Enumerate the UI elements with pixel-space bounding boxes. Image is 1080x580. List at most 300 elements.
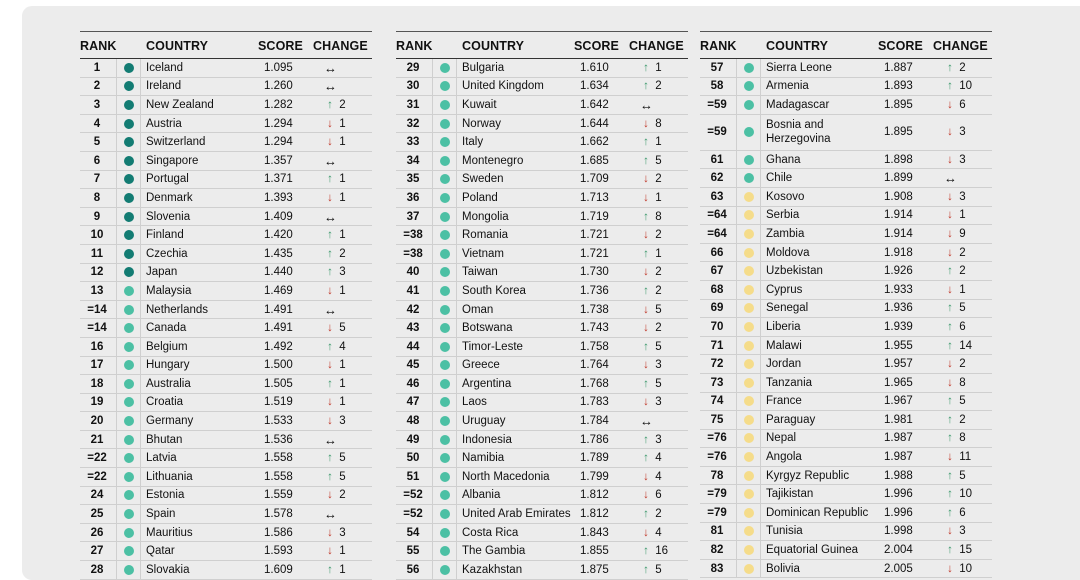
up-arrow-icon: ↑ xyxy=(947,544,953,557)
table-row xyxy=(700,300,992,319)
column-divider xyxy=(456,245,457,263)
change-cell xyxy=(324,564,346,576)
rank-cell: =14 xyxy=(87,322,107,335)
peace-level-dot-icon xyxy=(124,453,134,463)
up-arrow-icon: ↑ xyxy=(643,284,649,297)
column-divider xyxy=(760,523,761,541)
change-value: 1 xyxy=(336,545,346,558)
column-divider xyxy=(116,264,117,282)
down-arrow-icon: ↓ xyxy=(947,451,953,464)
rank-cell: =14 xyxy=(87,303,107,316)
column-divider xyxy=(116,78,117,96)
change-cell xyxy=(324,302,336,317)
peace-level-dot-icon xyxy=(440,212,450,222)
change-value: 4 xyxy=(652,526,662,539)
table-row xyxy=(80,264,372,283)
peace-level-dot-icon xyxy=(440,267,450,277)
column-divider xyxy=(456,96,457,114)
change-cell xyxy=(944,284,966,296)
column-divider xyxy=(736,78,737,96)
change-value: 3 xyxy=(336,526,346,539)
change-value: 1 xyxy=(956,209,966,222)
score-cell: 1.357 xyxy=(264,154,293,167)
peace-level-dot-icon xyxy=(440,453,450,463)
peace-level-dot-icon xyxy=(440,565,450,575)
up-arrow-icon: ↑ xyxy=(947,339,953,352)
rank-cell: 36 xyxy=(406,191,420,204)
rank-cell: 13 xyxy=(90,284,104,297)
change-cell xyxy=(640,396,662,408)
country-cell: Kosovo xyxy=(766,190,805,203)
down-arrow-icon: ↓ xyxy=(643,322,649,335)
column-divider xyxy=(432,282,433,300)
column-divider xyxy=(432,78,433,96)
table-row xyxy=(80,282,372,301)
score-cell: 1.967 xyxy=(884,395,913,408)
rank-cell: 33 xyxy=(406,136,420,149)
column-divider xyxy=(456,78,457,96)
column-divider xyxy=(456,524,457,542)
country-cell: Namibia xyxy=(462,452,505,465)
score-cell: 1.998 xyxy=(884,525,913,538)
down-arrow-icon: ↓ xyxy=(643,117,649,130)
country-cell: Slovakia xyxy=(146,563,190,576)
score-cell: 1.786 xyxy=(580,433,609,446)
change-cell xyxy=(640,155,662,167)
column-divider xyxy=(456,264,457,282)
country-cell: Japan xyxy=(146,266,178,279)
table-row xyxy=(396,301,688,320)
table-row xyxy=(396,78,688,97)
change-value: 5 xyxy=(652,303,662,316)
down-arrow-icon: ↓ xyxy=(947,283,953,296)
peace-level-dot-icon xyxy=(124,416,134,426)
country-cell: France xyxy=(766,395,802,408)
score-header: SCORE xyxy=(878,39,923,53)
change-cell xyxy=(324,432,336,447)
change-cell xyxy=(324,60,336,75)
table-row xyxy=(396,412,688,431)
column-divider xyxy=(140,115,141,133)
score-cell: 1.908 xyxy=(884,190,913,203)
rank-cell: 34 xyxy=(406,154,420,167)
change-cell xyxy=(324,192,346,204)
column-divider xyxy=(736,541,737,559)
score-cell: 1.662 xyxy=(580,136,609,149)
peace-level-dot-icon xyxy=(744,508,754,518)
change-value: 2 xyxy=(336,247,346,260)
change-cell xyxy=(944,126,966,138)
score-cell: 1.294 xyxy=(264,117,293,130)
peace-level-dot-icon xyxy=(440,119,450,129)
rank-cell: 51 xyxy=(406,470,420,483)
column-divider xyxy=(736,411,737,429)
rank-cell: 3 xyxy=(93,98,101,111)
column-divider xyxy=(116,431,117,449)
up-arrow-icon: ↑ xyxy=(947,302,953,315)
change-cell xyxy=(324,209,336,224)
country-cell: Romania xyxy=(462,229,509,242)
table-row xyxy=(396,152,688,171)
country-cell: Kuwait xyxy=(462,98,497,111)
column-divider xyxy=(432,394,433,412)
column-divider xyxy=(432,115,433,133)
change-cell xyxy=(944,171,956,186)
change-value: 2 xyxy=(336,489,346,502)
country-cell: Oman xyxy=(462,303,494,316)
change-cell xyxy=(640,118,662,130)
peace-level-dot-icon xyxy=(440,100,450,110)
score-cell: 1.469 xyxy=(264,284,293,297)
table-row xyxy=(700,318,992,337)
table-row xyxy=(80,468,372,487)
change-value: 16 xyxy=(652,545,668,558)
column-divider xyxy=(760,467,761,485)
rank-cell: 78 xyxy=(710,469,724,482)
score-cell: 1.282 xyxy=(264,98,293,111)
rank-cell: 28 xyxy=(90,563,104,576)
down-arrow-icon: ↓ xyxy=(947,153,953,166)
rank-cell: 29 xyxy=(406,61,420,74)
table-row xyxy=(396,208,688,227)
change-cell xyxy=(944,62,966,74)
rank-cell: 58 xyxy=(710,80,724,93)
change-value: 5 xyxy=(652,377,662,390)
change-value: 1 xyxy=(336,191,346,204)
column-divider xyxy=(432,542,433,560)
change-cell xyxy=(324,489,346,501)
table-row xyxy=(700,207,992,226)
column-divider xyxy=(432,152,433,170)
rank-cell: 42 xyxy=(406,303,420,316)
column-divider xyxy=(736,393,737,411)
change-value: 3 xyxy=(956,190,966,203)
change-value: 10 xyxy=(956,80,972,93)
change-value: 5 xyxy=(652,340,662,353)
table-row xyxy=(700,244,992,263)
table-row xyxy=(700,169,992,188)
column-divider xyxy=(760,151,761,169)
column-divider xyxy=(760,59,761,77)
up-arrow-icon: ↑ xyxy=(947,506,953,519)
change-value: 4 xyxy=(652,452,662,465)
table-row xyxy=(80,245,372,264)
up-arrow-icon: ↑ xyxy=(327,173,333,186)
country-cell: Canada xyxy=(146,322,187,335)
column-divider xyxy=(432,59,433,77)
down-arrow-icon: ↓ xyxy=(643,489,649,502)
rank-cell: 61 xyxy=(710,153,724,166)
column-divider xyxy=(116,338,117,356)
country-cell: Liberia xyxy=(766,320,801,333)
column-divider xyxy=(432,412,433,430)
country-cell: Germany xyxy=(146,415,194,428)
column-divider xyxy=(432,96,433,114)
table-row xyxy=(700,96,992,115)
score-cell: 1.721 xyxy=(580,247,609,260)
change-value: 10 xyxy=(956,562,972,575)
table-row xyxy=(396,394,688,413)
change-value: 6 xyxy=(956,506,966,519)
up-arrow-icon: ↑ xyxy=(947,395,953,408)
peace-level-dot-icon xyxy=(124,305,134,315)
table-row xyxy=(396,189,688,208)
column-divider xyxy=(432,431,433,449)
peace-level-dot-icon xyxy=(440,528,450,538)
table-row xyxy=(396,59,688,78)
score-cell: 1.799 xyxy=(580,470,609,483)
country-cell: Qatar xyxy=(146,545,175,558)
column-divider xyxy=(760,337,761,355)
column-divider xyxy=(736,467,737,485)
rank-cell: 21 xyxy=(90,433,104,446)
peace-level-dot-icon xyxy=(124,565,134,575)
score-cell: 1.610 xyxy=(580,61,609,74)
peace-level-dot-icon xyxy=(744,452,754,462)
column-divider xyxy=(456,171,457,189)
peace-level-dot-icon xyxy=(744,127,754,137)
peace-level-dot-icon xyxy=(744,100,754,110)
column-divider xyxy=(760,374,761,392)
change-cell xyxy=(640,434,662,446)
change-value: 5 xyxy=(956,395,966,408)
peace-level-dot-icon xyxy=(124,286,134,296)
score-cell: 1.533 xyxy=(264,415,293,428)
column-divider xyxy=(736,244,737,262)
country-cell: Spain xyxy=(146,508,176,521)
peace-level-dot-icon xyxy=(440,472,450,482)
column-divider xyxy=(432,189,433,207)
score-cell: 1.559 xyxy=(264,489,293,502)
change-cell xyxy=(640,97,652,112)
score-cell: 1.914 xyxy=(884,227,913,240)
country-cell: Botswana xyxy=(462,322,513,335)
column-divider xyxy=(140,319,141,337)
column-divider xyxy=(116,282,117,300)
up-arrow-icon: ↑ xyxy=(643,340,649,353)
column-divider xyxy=(760,541,761,559)
column-divider xyxy=(432,505,433,523)
change-cell xyxy=(640,62,662,74)
country-cell: Bosnia and Herzegovina xyxy=(766,119,831,146)
rank-cell: 46 xyxy=(406,377,420,390)
change-value: 11 xyxy=(956,451,972,464)
peace-level-dot-icon xyxy=(744,155,754,165)
change-cell xyxy=(640,527,662,539)
change-cell xyxy=(324,285,346,297)
table-row xyxy=(700,467,992,486)
column-divider xyxy=(140,542,141,560)
peace-level-dot-icon xyxy=(744,359,754,369)
score-cell: 1.926 xyxy=(884,265,913,278)
change-value: 3 xyxy=(336,415,346,428)
column-divider xyxy=(456,282,457,300)
column-divider xyxy=(432,171,433,189)
rank-cell: 67 xyxy=(710,265,724,278)
column-divider xyxy=(116,171,117,189)
down-arrow-icon: ↓ xyxy=(643,470,649,483)
table-row xyxy=(396,226,688,245)
no-change-arrow-icon: ↔ xyxy=(324,302,337,318)
country-header: COUNTRY xyxy=(146,39,209,53)
column-divider xyxy=(140,449,141,467)
rank-cell: =79 xyxy=(707,488,727,501)
rank-cell: 56 xyxy=(406,563,420,576)
column-divider xyxy=(432,301,433,319)
column-divider xyxy=(456,208,457,226)
peace-level-dot-icon xyxy=(124,342,134,352)
score-cell: 1.642 xyxy=(580,98,609,111)
column-divider xyxy=(116,226,117,244)
rank-cell: 43 xyxy=(406,322,420,335)
change-cell xyxy=(324,471,346,483)
peace-level-dot-icon xyxy=(124,360,134,370)
down-arrow-icon: ↓ xyxy=(643,396,649,409)
change-cell xyxy=(944,525,966,537)
peace-level-dot-icon xyxy=(124,435,134,445)
peace-level-dot-icon xyxy=(744,173,754,183)
up-arrow-icon: ↑ xyxy=(947,469,953,482)
rank-cell: 4 xyxy=(93,117,101,130)
down-arrow-icon: ↓ xyxy=(947,525,953,538)
up-arrow-icon: ↑ xyxy=(327,247,333,260)
column-divider xyxy=(116,319,117,337)
column-divider xyxy=(140,96,141,114)
column-divider xyxy=(116,59,117,77)
column-divider xyxy=(140,524,141,542)
table-row xyxy=(396,115,688,134)
country-cell: Switzerland xyxy=(146,136,206,149)
column-divider xyxy=(456,301,457,319)
column-divider xyxy=(140,59,141,77)
table-row xyxy=(396,96,688,115)
table-row xyxy=(80,357,372,376)
rank-cell: 72 xyxy=(710,358,724,371)
column-divider xyxy=(140,152,141,170)
score-cell: 1.981 xyxy=(884,413,913,426)
rank-cell: 35 xyxy=(406,173,420,186)
change-value: 1 xyxy=(336,136,346,149)
score-cell: 1.895 xyxy=(884,126,913,139)
down-arrow-icon: ↓ xyxy=(643,359,649,372)
column-divider xyxy=(760,207,761,225)
change-value: 2 xyxy=(956,265,966,278)
column-divider xyxy=(456,189,457,207)
score-cell: 1.965 xyxy=(884,376,913,389)
change-value: 4 xyxy=(652,470,662,483)
rank-cell: 25 xyxy=(90,508,104,521)
score-cell: 1.987 xyxy=(884,432,913,445)
peace-level-dot-icon xyxy=(744,229,754,239)
change-value: 2 xyxy=(652,322,662,335)
country-cell: Tunisia xyxy=(766,525,803,538)
change-value: 5 xyxy=(336,452,346,465)
change-value: 2 xyxy=(652,266,662,279)
change-value: 1 xyxy=(652,191,662,204)
down-arrow-icon: ↓ xyxy=(327,117,333,130)
country-cell: Nepal xyxy=(766,432,797,445)
rank-cell: =59 xyxy=(707,126,727,139)
rank-cell: =52 xyxy=(403,489,423,502)
score-cell: 1.812 xyxy=(580,489,609,502)
change-value: 2 xyxy=(652,80,662,93)
column-divider xyxy=(736,430,737,448)
change-cell xyxy=(640,545,668,557)
score-cell: 1.875 xyxy=(580,563,609,576)
change-value: 14 xyxy=(956,339,972,352)
up-arrow-icon: ↑ xyxy=(643,433,649,446)
peace-level-dot-icon xyxy=(124,212,134,222)
peace-level-dot-icon xyxy=(440,416,450,426)
table-row xyxy=(700,225,992,244)
column-divider xyxy=(456,542,457,560)
rank-cell: 5 xyxy=(93,136,101,149)
change-cell xyxy=(944,563,972,575)
country-cell: Hungary xyxy=(146,359,190,372)
column-divider xyxy=(760,96,761,114)
rank-cell: =79 xyxy=(707,506,727,519)
column-divider xyxy=(116,524,117,542)
country-cell: Zambia xyxy=(766,227,805,240)
change-cell xyxy=(640,564,662,576)
country-cell: Estonia xyxy=(146,489,185,502)
up-arrow-icon: ↑ xyxy=(947,432,953,445)
score-header: SCORE xyxy=(258,39,303,53)
peace-level-dot-icon xyxy=(440,546,450,556)
peace-level-dot-icon xyxy=(124,193,134,203)
column-divider xyxy=(736,281,737,299)
column-divider xyxy=(456,115,457,133)
column-divider xyxy=(140,133,141,151)
column-divider xyxy=(456,59,457,77)
country-cell: Moldova xyxy=(766,246,810,259)
column-divider xyxy=(140,264,141,282)
change-cell xyxy=(324,79,336,94)
change-cell xyxy=(640,285,662,297)
table-row xyxy=(396,468,688,487)
change-value: 1 xyxy=(336,173,346,186)
down-arrow-icon: ↓ xyxy=(947,190,953,203)
score-cell: 1.933 xyxy=(884,283,913,296)
up-arrow-icon: ↑ xyxy=(643,508,649,521)
country-cell: Austria xyxy=(146,117,182,130)
column-divider xyxy=(140,487,141,505)
column-divider xyxy=(116,96,117,114)
change-value: 2 xyxy=(652,229,662,242)
country-cell: Poland xyxy=(462,191,498,204)
score-cell: 1.936 xyxy=(884,302,913,315)
column-divider xyxy=(116,412,117,430)
change-value: 15 xyxy=(956,544,972,557)
column-divider xyxy=(432,264,433,282)
column-divider xyxy=(736,355,737,373)
down-arrow-icon: ↓ xyxy=(947,376,953,389)
country-cell: Malaysia xyxy=(146,284,192,297)
peace-level-dot-icon xyxy=(124,490,134,500)
up-arrow-icon: ↑ xyxy=(327,229,333,242)
country-cell: Albania xyxy=(462,489,501,502)
change-cell xyxy=(944,154,966,166)
country-cell: Madagascar xyxy=(766,98,830,111)
column-divider xyxy=(140,394,141,412)
table-row xyxy=(700,485,992,504)
score-cell: 1.420 xyxy=(264,229,293,242)
column-divider xyxy=(760,448,761,466)
peace-level-dot-icon xyxy=(744,526,754,536)
score-cell: 1.812 xyxy=(580,508,609,521)
table-row xyxy=(700,281,992,300)
change-value: 1 xyxy=(652,136,662,149)
